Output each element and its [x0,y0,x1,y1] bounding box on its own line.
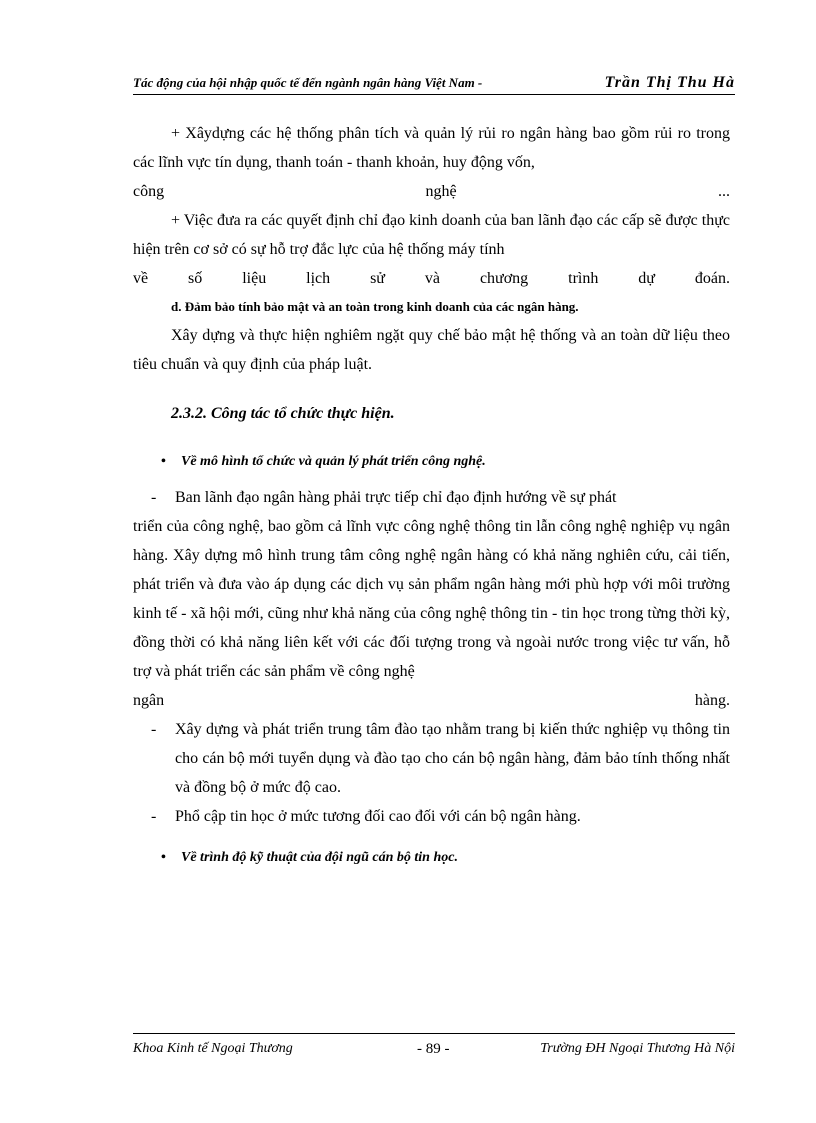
footer-faculty: Khoa Kinh tế Ngoại Thương [133,1041,293,1056]
dash-item-it-literacy [133,802,730,831]
paragraph-risk-systems: + Xâydựng các hệ thống phân tích và quản lý rủi ro ngân hàng bao gồm rủi ro trong các lĩnh vực tín dụng, thanh toán - thanh khoản, huy động vốn, [133,125,730,171]
dash-icon: - [151,808,157,825]
dash-item-it-literacy-text: Phổ cập tin học ở mức tương đối cao đối với cán bộ ngân hàng. [175,808,581,825]
subheading-security: d. Đảm bảo tính bảo mật và an toàn trong kinh doanh của các ngân hàng. [171,299,579,314]
page-footer [133,1033,735,1060]
footer-university: Trường ĐH Ngoại Thương Hà Nội [540,1041,735,1056]
bullet-icon: • [161,454,166,469]
dash-item-leadership-first-line: Ban lãnh đạo ngân hàng phải trực tiếp chỉ đạo định hướng về sự phát [175,489,617,506]
dash-item-leadership-text: triển của công nghệ, bao gồm cả lĩnh vực công nghệ thông tin lẫn công nghệ nghiệp vụ ngân hàng. Xây dựng mô hình trung tâm công nghệ ngân hàng có khả năng nghiên cứu, cải tiến, phát triển và đưa vào áp dụng các dịch vụ sản phẩm ngân hàng mới phù hợp với môi trường kinh tế - xã hội mới, cũng như khả năng của công nghệ thông tin - tin học trong từng thời kỳ, đồng thời có khả năng liên kết với các đối tượng trong và ngoài nước trong việc tư vấn, hỗ trợ và phát triển các sản phẩm về công nghệ [133,518,730,680]
page-number: - 89 - [417,1041,450,1057]
bullet-icon: • [161,850,166,865]
paragraph-decisions-last-line: về số liệu lịch sử và chương trình dự đoán. [133,270,730,287]
bullet-heading-technical-level [133,845,730,871]
header-author: Trần Thị Thu Hà [604,74,735,91]
paragraph-risk-systems-last-line: công nghệ ... [133,183,730,200]
header-title: Tác động của hội nhập quốc tế đến ngành ngân hàng Việt Nam - [133,75,483,90]
paragraph-decisions: + Việc đưa ra các quyết định chỉ đạo kinh doanh của ban lãnh đạo các cấp sẽ được thực hiện trên cơ sở có sự hỗ trợ đắc lực của hệ thống máy tính [133,212,730,258]
bullet-heading-text: Về mô hình tổ chức và quản lý phát triển công nghệ. [181,454,486,469]
paragraph-security: Xây dựng và thực hiện nghiêm ngặt quy chế bảo mật hệ thống và an toàn dữ liệu theo tiêu chuẩn và quy định của pháp luật. [133,327,730,373]
bullet-heading-organization [133,449,730,475]
dash-item-leadership [133,483,730,715]
page-header [133,68,735,95]
page-body [133,119,730,879]
bullet-heading-text: Về trình độ kỹ thuật của đội ngũ cán bộ tin học. [181,850,458,865]
dash-icon: - [151,721,157,738]
section-title: 2.3.2. Công tác tổ chức thực hiện. [171,405,395,422]
dash-item-leadership-last-line: ngân hàng. [133,692,730,709]
dash-item-training-text: Xây dựng và phát triển trung tâm đào tạo nhằm trang bị kiến thức nghiệp vụ thông tin cho cán bộ mới tuyển dụng và đào tạo cho cán bộ ngân hàng, đảm bảo tính thống nhất và đồng bộ ở mức độ cao. [175,721,730,796]
dash-icon: - [151,489,157,506]
dash-item-training [133,715,730,802]
